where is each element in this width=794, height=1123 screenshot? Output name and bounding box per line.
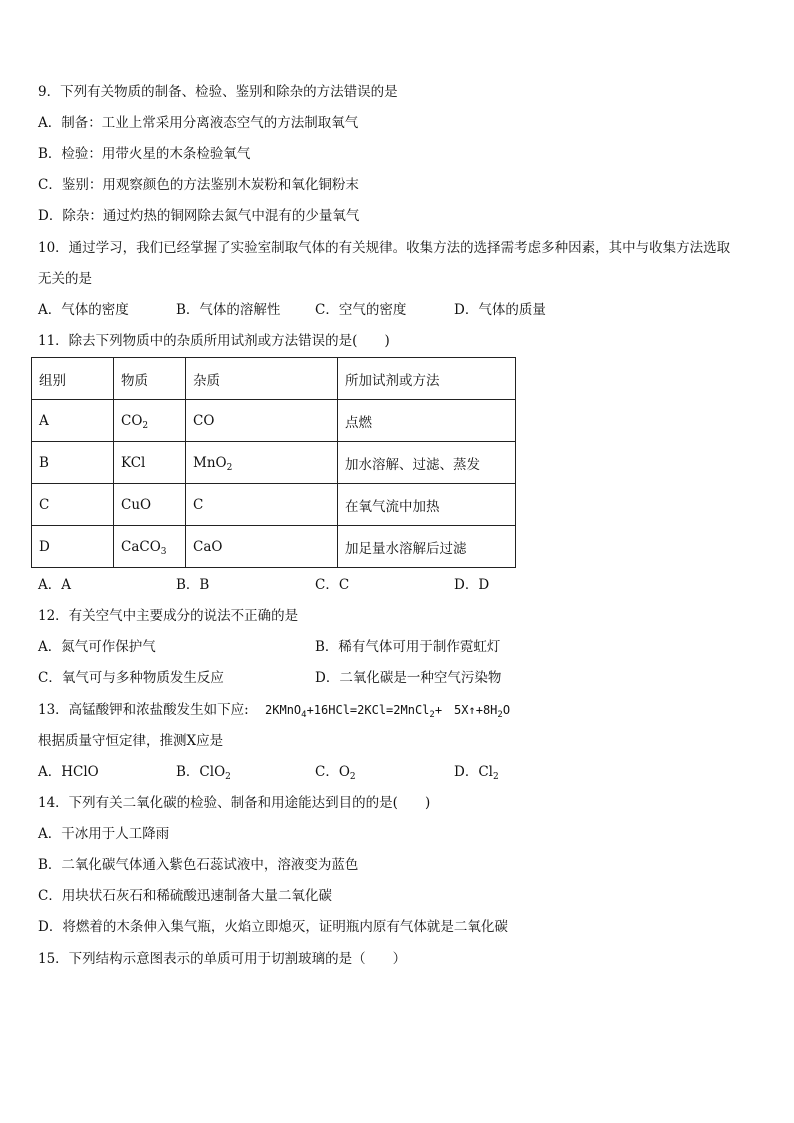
q13-stem-text: 13．高锰酸钾和浓盐酸发生如下应: bbox=[38, 702, 249, 718]
q10-option-c: C．空气的密度 bbox=[315, 302, 407, 318]
table-cell-group: C bbox=[32, 484, 114, 526]
q9-option-c: C．鉴别：用观察颜色的方法鉴别木炭粉和氧化铜粉末 bbox=[38, 177, 359, 193]
q14-option-d: D．将燃着的木条伸入集气瓶，火焰立即熄灭，证明瓶内原有气体就是二氧化碳 bbox=[38, 919, 508, 935]
table-cell-method: 加足量水溶解后过滤 bbox=[338, 526, 516, 568]
q13-stem bbox=[38, 701, 510, 719]
table-cell-impurity: CO bbox=[186, 400, 338, 442]
table-header-cell: 所加试剂或方法 bbox=[338, 358, 516, 400]
table-cell-impurity: CaO bbox=[186, 526, 338, 568]
q11-option-d: D．D bbox=[454, 577, 490, 593]
table-cell-impurity: MnO$_2$ bbox=[186, 442, 338, 484]
q10-option-d: D．气体的质量 bbox=[454, 302, 546, 318]
q13-equation: 2KMnO$_4$+16HCl=2KCl=2MnCl$_2$+ $5X↑+8H_2O$ bbox=[265, 703, 511, 720]
table-row bbox=[32, 484, 516, 526]
q12-stem: 12．有关空气中主要成分的说法不正确的是 bbox=[38, 608, 299, 624]
table-cell-method: 在氧气流中加热 bbox=[338, 484, 516, 526]
q11-option-a: A．A bbox=[38, 577, 71, 593]
q15-stem: 15．下列结构示意图表示的单质可用于切割玻璃的是（ ） bbox=[38, 951, 407, 967]
q12-option-d: D．二氧化碳是一种空气污染物 bbox=[315, 670, 502, 686]
q14-option-a: A．干冰用于人工降雨 bbox=[38, 826, 170, 842]
q14-option-b: B．二氧化碳气体通入紫色石蕊试液中，溶液变为蓝色 bbox=[38, 857, 359, 873]
q10-option-a: A．气体的密度 bbox=[38, 302, 129, 318]
q13-option-c: C．$O_2$ bbox=[315, 764, 356, 782]
table-header-cell: 组别 bbox=[32, 358, 114, 400]
q11-option-b: B．B bbox=[176, 577, 210, 593]
q13-option-d: D．$Cl_2$ bbox=[454, 764, 499, 782]
table-cell-method: 点燃 bbox=[338, 400, 516, 442]
q12-option-c: C．氧气可与多种物质发生反应 bbox=[38, 670, 224, 686]
table-cell-substance: KCl bbox=[114, 442, 186, 484]
table-cell-impurity: C bbox=[186, 484, 338, 526]
q12-option-b: B．稀有气体可用于制作霓虹灯 bbox=[315, 639, 501, 655]
q11-stem: 11．除去下列物质中的杂质所用试剂或方法错误的是( ) bbox=[38, 333, 390, 349]
table-cell-substance: CuO bbox=[114, 484, 186, 526]
q13-option-b: B．ClO$_2$ bbox=[176, 764, 231, 782]
q9-option-a: A．制备：工业上常采用分离液态空气的方法制取氧气 bbox=[38, 115, 359, 131]
q11-table bbox=[31, 357, 516, 568]
table-cell-substance: CaCO$_3$ bbox=[114, 526, 186, 568]
table-row bbox=[32, 400, 516, 442]
table-header-row bbox=[32, 358, 516, 400]
q12-option-a: A．氮气可作保护气 bbox=[38, 639, 156, 655]
table-cell-substance: $CO_2$ bbox=[114, 400, 186, 442]
q10-stem-line2: 无关的是 bbox=[38, 271, 92, 287]
q11-option-c: C．C bbox=[315, 577, 350, 593]
table-cell-group: A bbox=[32, 400, 114, 442]
table-row bbox=[32, 442, 516, 484]
table-cell-method: 加水溶解、过滤、蒸发 bbox=[338, 442, 516, 484]
q13-stem-line2: 根据质量守恒定律，推测X应是 bbox=[38, 733, 224, 749]
table-header-cell: 杂质 bbox=[186, 358, 338, 400]
table-cell-group: D bbox=[32, 526, 114, 568]
q10-option-b: B．气体的溶解性 bbox=[176, 302, 281, 318]
q9-stem: 9．下列有关物质的制备、检验、鉴别和除杂的方法错误的是 bbox=[38, 84, 398, 100]
q14-option-c: C．用块状石灰石和稀硫酸迅速制备大量二氧化碳 bbox=[38, 888, 332, 904]
q9-option-d: D．除杂：通过灼热的铜网除去氮气中混有的少量氧气 bbox=[38, 208, 360, 224]
q10-stem-line1: 10．通过学习，我们已经掌握了实验室制取气体的有关规律。收集方法的选择需考虑多种因素，其中与收集方法选取 bbox=[38, 240, 731, 256]
table-cell-group: B bbox=[32, 442, 114, 484]
q9-option-b: B．检验：用带火星的木条检验氧气 bbox=[38, 146, 251, 162]
table-header-cell: 物质 bbox=[114, 358, 186, 400]
q14-stem: 14．下列有关二氧化碳的检验、制备和用途能达到目的的是( ) bbox=[38, 795, 431, 811]
table-row bbox=[32, 526, 516, 568]
q13-option-a: A．HClO bbox=[38, 764, 99, 780]
